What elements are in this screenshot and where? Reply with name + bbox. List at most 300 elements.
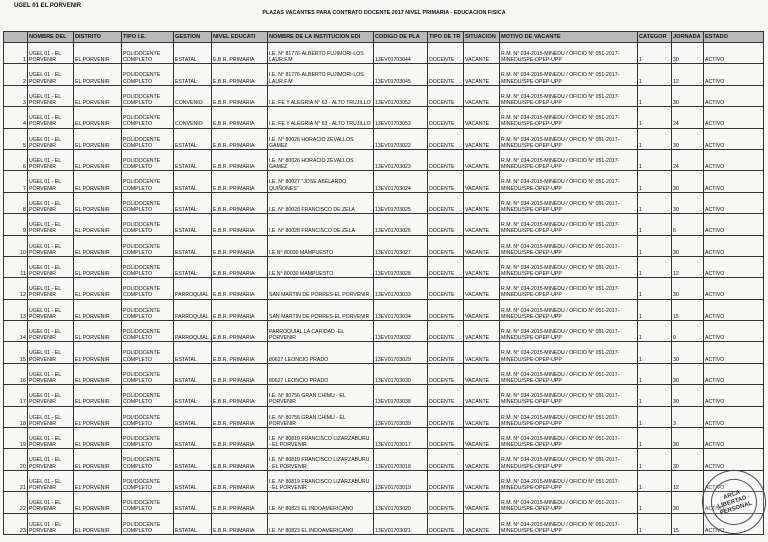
category-cell: 1 [638,299,672,320]
management-cell: ESTATAL [174,43,212,64]
plaza-code-cell: 13EV01703019 [374,470,428,491]
status-cell: ACTIVO [704,299,764,320]
management-cell: ESTATAL [174,428,212,449]
column-header: ESTADO [704,32,764,43]
table-row [4,470,764,491]
ie-type-cell: POLIDOCENTE COMPLETO [122,385,174,406]
table-body [4,43,764,535]
table-row [4,342,764,363]
category-cell: 1 [638,278,672,299]
plaza-code-cell: 13EV01703032 [374,321,428,342]
institution-cell: I.E. N° 80819 FRANCISCO LIZARZABURU - EL PORVENIR [268,449,374,470]
ugel-cell: UGEL 01 - EL PORVENIR [28,128,74,149]
ugel-cell: UGEL 01 - EL PORVENIR [28,214,74,235]
ie-type-cell: POLIDOCENTE COMPLETO [122,321,174,342]
worker-type-cell: DOCENTE [428,406,464,427]
ugel-cell: UGEL 01 - EL PORVENIR [28,363,74,384]
column-header [4,32,28,43]
level-cell: E.B.R. PRIMARIA [212,492,268,513]
reason-cell: R.M. N° 034-2015-MINEDU / OFICIO N° 051-2017-MINEDU/SPE-OPEP-UPP [500,192,638,213]
table-row [4,406,764,427]
institution-cell: 80627 LEONCIO PRADO [268,342,374,363]
ie-type-cell: POLIDOCENTE COMPLETO [122,85,174,106]
management-cell: ESTATAL [174,256,212,277]
plaza-code-cell: 13EV01703020 [374,492,428,513]
institution-cell: SAN MARTIN DE PORRES-EL PORVENIR [268,299,374,320]
ie-type-cell: POLIDOCENTE COMPLETO [122,64,174,85]
worker-type-cell: DOCENTE [428,43,464,64]
category-cell: 1 [638,428,672,449]
plaza-code-cell: 13EV01703017 [374,428,428,449]
plaza-code-cell: 13EV01703023 [374,149,428,170]
district-cell: EL PORVENIR [74,107,122,128]
institution-cell: I.E. N° 80027 "JOSE ABELARDO QUIÑONES" [268,171,374,192]
ugel-cell: UGEL 01 - EL PORVENIR [28,513,74,534]
table-row [4,449,764,470]
institution-cell: PARROQUIAL LA CARIDAD -EL PORVENIR [268,321,374,342]
worker-type-cell: DOCENTE [428,513,464,534]
management-cell: ESTATAL [174,470,212,491]
status-cell: ACTIVO [704,214,764,235]
worker-type-cell: DOCENTE [428,256,464,277]
institution-cell: I.E N° 80030 MAMPUESTO [268,235,374,256]
row-number: 9 [4,214,28,235]
management-cell: ESTATAL [174,128,212,149]
level-cell: E.B.R. PRIMARIA [212,406,268,427]
column-header: NIVEL EDUCATI [212,32,268,43]
worker-type-cell: DOCENTE [428,149,464,170]
district-cell: EL PORVENIR [74,299,122,320]
situation-cell: VACANTE [464,449,500,470]
ugel-cell: UGEL 01 - EL PORVENIR [28,406,74,427]
row-number: 17 [4,385,28,406]
reason-cell: R.M. N° 034-2015-MINEDU / OFICIO N° 051-2017-MINEDU/SPE-OPEP-UPP [500,385,638,406]
category-cell: 1 [638,342,672,363]
hours-cell: 24 [672,107,704,128]
hours-cell: 30 [672,85,704,106]
row-number: 11 [4,256,28,277]
situation-cell: VACANTE [464,342,500,363]
ugel-cell: UGEL 01 - EL PORVENIR [28,64,74,85]
row-number: 18 [4,406,28,427]
table-row [4,128,764,149]
reason-cell: R.M. N° 034-2015-MINEDU / OFICIO N° 051-2017-MINEDU/SPE-OPEP-UPP [500,449,638,470]
ugel-cell: UGEL 01 - EL PORVENIR [28,256,74,277]
row-number: 4 [4,107,28,128]
table-row [4,299,764,320]
management-cell: ESTATAL [174,64,212,85]
institution-cell: 80627 LEONCIO PRADO [268,363,374,384]
plaza-code-cell: 13EV01703029 [374,342,428,363]
reason-cell: R.M. N° 034-2015-MINEDU / OFICIO N° 051-2017-MINEDU/SPE-OPEP-UPP [500,299,638,320]
situation-cell: VACANTE [464,278,500,299]
category-cell: 1 [638,214,672,235]
category-cell: 1 [638,492,672,513]
situation-cell: VACANTE [464,492,500,513]
district-cell: EL PORVENIR [74,64,122,85]
situation-cell: VACANTE [464,299,500,320]
worker-type-cell: DOCENTE [428,449,464,470]
category-cell: 1 [638,513,672,534]
ie-type-cell: POLIDOCENTE COMPLETO [122,342,174,363]
status-cell: ACTIVO [704,342,764,363]
status-cell: ACTIVO [704,428,764,449]
row-number: 10 [4,235,28,256]
plaza-code-cell: 13EV01703025 [374,192,428,213]
category-cell: 1 [638,149,672,170]
management-cell: ESTATAL [174,492,212,513]
column-header: CATEGOR [638,32,672,43]
row-number: 2 [4,64,28,85]
reason-cell: R.M. N° 034-2015-MINEDU / OFICIO N° 051-2017-MINEDU/SPE-OPEP-UPP [500,492,638,513]
table-row [4,43,764,64]
ie-type-cell: POLIDOCENTE COMPLETO [122,149,174,170]
row-number: 22 [4,492,28,513]
management-cell: ESTATAL [174,363,212,384]
category-cell: 1 [638,64,672,85]
category-cell: 1 [638,256,672,277]
column-header: NOMBRE DEL [28,32,74,43]
category-cell: 1 [638,363,672,384]
category-cell: 1 [638,107,672,128]
district-cell: EL PORVENIR [74,492,122,513]
institution-cell: I.E. N° 80819 FRANCISCO LIZARZABURU - EL PORVENIR [268,470,374,491]
situation-cell: VACANTE [464,385,500,406]
institution-cell: I.E. N° 80756 GRAN CHIMU - EL PORVENIR [268,385,374,406]
ugel-cell: UGEL 01 - EL PORVENIR [28,171,74,192]
category-cell: 1 [638,385,672,406]
table-row [4,171,764,192]
institution-cell: SAN MARTIN DE PORRES-EL PORVENIR [268,278,374,299]
level-cell: E.B.R. PRIMARIA [212,321,268,342]
ie-type-cell: POLIDOCENTE COMPLETO [122,43,174,64]
category-cell: 1 [638,406,672,427]
worker-type-cell: DOCENTE [428,235,464,256]
district-cell: EL PORVENIR [74,235,122,256]
column-header: TIPO I.E. [122,32,174,43]
hours-cell: 30 [672,43,704,64]
district-cell: EL PORVENIR [74,342,122,363]
ugel-cell: UGEL 01 - EL PORVENIR [28,43,74,64]
plaza-code-cell: 13EV01703022 [374,128,428,149]
ie-type-cell: POLIDOCENTE COMPLETO [122,428,174,449]
level-cell: E.B.R. PRIMARIA [212,470,268,491]
table-row [4,492,764,513]
level-cell: E.B.R. PRIMARIA [212,299,268,320]
level-cell: E.B.R. PRIMARIA [212,363,268,384]
ugel-cell: UGEL 01 - EL PORVENIR [28,492,74,513]
level-cell: E.B.R. PRIMARIA [212,513,268,534]
column-header: NOMBRE DE LA INSTITUCION EDI [268,32,374,43]
worker-type-cell: DOCENTE [428,470,464,491]
level-cell: E.B.R. PRIMARIA [212,192,268,213]
row-number: 14 [4,321,28,342]
district-cell: EL PORVENIR [74,278,122,299]
row-number: 3 [4,85,28,106]
ugel-cell: UGEL 01 - EL PORVENIR [28,299,74,320]
situation-cell: VACANTE [464,43,500,64]
table-row [4,192,764,213]
level-cell: E.B.R. PRIMARIA [212,256,268,277]
plaza-code-cell: 13EV01703038 [374,385,428,406]
table-row [4,256,764,277]
reason-cell: R.M. N° 034-2015-MINEDU / OFICIO N° 051-2017-MINEDU/SPE-OPEP-UPP [500,256,638,277]
management-cell: ESTATAL [174,214,212,235]
column-header: SITUACION [464,32,500,43]
ugel-label: UGEL 01 EL PORVENIR [14,3,82,9]
ie-type-cell: POLIDOCENTE COMPLETO [122,256,174,277]
management-cell: ESTATAL [174,406,212,427]
status-cell: ACTIVO [704,192,764,213]
situation-cell: VACANTE [464,428,500,449]
district-cell: EL PORVENIR [74,513,122,534]
plaza-code-cell: 13EV01703045 [374,64,428,85]
management-cell: ESTATAL [174,385,212,406]
ugel-cell: UGEL 01 - EL PORVENIR [28,428,74,449]
worker-type-cell: DOCENTE [428,107,464,128]
row-number: 23 [4,513,28,534]
status-cell: ACTIVO [704,406,764,427]
ie-type-cell: POLIDOCENTE COMPLETO [122,363,174,384]
ugel-cell: UGEL 01 - EL PORVENIR [28,449,74,470]
situation-cell: VACANTE [464,107,500,128]
management-cell: CONVENIO [174,85,212,106]
ie-type-cell: POLIDOCENTE COMPLETO [122,128,174,149]
hours-cell: 30 [672,171,704,192]
management-cell: ESTATAL [174,192,212,213]
hours-cell: 30 [672,385,704,406]
management-cell: ESTATAL [174,171,212,192]
ugel-cell: UGEL 01 - EL PORVENIR [28,149,74,170]
row-number: 16 [4,363,28,384]
level-cell: E.B.R. PRIMARIA [212,85,268,106]
hours-cell: 12 [672,256,704,277]
worker-type-cell: DOCENTE [428,428,464,449]
status-cell: ACTIVO [704,492,764,513]
situation-cell: VACANTE [464,406,500,427]
institution-cell: I.E. N° 80819 FRANCISCO LIZARZABURU - EL PORVENIR [268,428,374,449]
level-cell: E.B.R. PRIMARIA [212,449,268,470]
status-cell: ACTIVO [704,128,764,149]
management-cell: ESTATAL [174,235,212,256]
worker-type-cell: DOCENTE [428,278,464,299]
plaza-code-cell: 13EV01703033 [374,278,428,299]
situation-cell: VACANTE [464,513,500,534]
reason-cell: R.M. N° 034-2015-MINEDU / OFICIO N° 051-2017-MINEDU/SPE-OPEP-UPP [500,64,638,85]
category-cell: 1 [638,470,672,491]
worker-type-cell: DOCENTE [428,214,464,235]
district-cell: EL PORVENIR [74,449,122,470]
ugel-cell: UGEL 01 - EL PORVENIR [28,321,74,342]
institution-cell: I.E. N° 81776-ALBERTO FUJIMORI-LOS LAUR.F.M [268,64,374,85]
plaza-code-cell: 13EV01703028 [374,256,428,277]
status-cell: ACTIVO [704,449,764,470]
level-cell: E.B.R. PRIMARIA [212,128,268,149]
worker-type-cell: DOCENTE [428,192,464,213]
plaza-code-cell: 13EV01703039 [374,406,428,427]
reason-cell: R.M. N° 034-2015-MINEDU / OFICIO N° 051-2017-MINEDU/SPE-OPEP-UPP [500,149,638,170]
category-cell: 1 [638,43,672,64]
table-row [4,107,764,128]
row-number: 21 [4,470,28,491]
reason-cell: R.M. N° 034-2015-MINEDU / OFICIO N° 051-2017-MINEDU/SPE-OPEP-UPP [500,470,638,491]
row-number: 5 [4,128,28,149]
table-row [4,363,764,384]
hours-cell: 30 [672,492,704,513]
district-cell: EL PORVENIR [74,43,122,64]
status-cell: ACTIVO [704,235,764,256]
table-row [4,278,764,299]
ie-type-cell: POLIDOCENTE COMPLETO [122,214,174,235]
vacancies-table [3,31,764,535]
table-header-row [4,32,764,43]
column-header: GESTION [174,32,212,43]
institution-cell: I.E. N° 80026 HORACIO ZEVALLOS GAMEZ [268,128,374,149]
plaza-code-cell: 13EV01703044 [374,43,428,64]
plaza-code-cell: 13EV01703030 [374,363,428,384]
status-cell: ACTIVO [704,64,764,85]
ie-type-cell: POLIDOCENTE COMPLETO [122,470,174,491]
district-cell: EL PORVENIR [74,406,122,427]
status-cell: ACTIVO [704,171,764,192]
level-cell: E.B.R. PRIMARIA [212,278,268,299]
hours-cell: 30 [672,363,704,384]
status-cell: ACTIVO [704,256,764,277]
level-cell: E.B.R. PRIMARIA [212,107,268,128]
district-cell: EL PORVENIR [74,171,122,192]
institution-cell: I.E. N° 80823 EL INDOAMERICANO [268,492,374,513]
level-cell: E.B.R. PRIMARIA [212,428,268,449]
situation-cell: VACANTE [464,171,500,192]
plaza-code-cell: 13EV01703026 [374,214,428,235]
status-cell: ACTIVO [704,107,764,128]
stamp-text: ARCA LIBERTAD · PERSONAL [705,473,763,531]
plaza-code-cell: 13EV01703021 [374,513,428,534]
ugel-cell: UGEL 01 - EL PORVENIR [28,85,74,106]
status-cell: ACTIVO [704,363,764,384]
column-header: MOTIVO DE VACANTE [500,32,638,43]
level-cell: E.B.R. PRIMARIA [212,171,268,192]
reason-cell: R.M. N° 034-2015-MINEDU / OFICIO N° 051-2017-MINEDU/SPE-OPEP-UPP [500,406,638,427]
status-cell: ACTIVO [704,513,764,534]
hours-cell: 30 [672,449,704,470]
hours-cell: 30 [672,235,704,256]
ie-type-cell: POLIDOCENTE COMPLETO [122,235,174,256]
institution-cell: I.E N° 80030 MAMPUESTO [268,256,374,277]
table-row [4,428,764,449]
row-number: 7 [4,171,28,192]
management-cell: ESTATAL [174,513,212,534]
situation-cell: VACANTE [464,321,500,342]
district-cell: EL PORVENIR [74,363,122,384]
situation-cell: VACANTE [464,149,500,170]
management-cell: CONVENIO [174,107,212,128]
hours-cell: 30 [672,278,704,299]
hours-cell: 12 [672,470,704,491]
management-cell: PARROQUIAL [174,321,212,342]
category-cell: 1 [638,85,672,106]
hours-cell: 24 [672,149,704,170]
hours-cell: 30 [672,128,704,149]
reason-cell: R.M. N° 034-2015-MINEDU / OFICIO N° 051-2017-MINEDU/SPE-OPEP-UPP [500,428,638,449]
table-row [4,235,764,256]
district-cell: EL PORVENIR [74,470,122,491]
level-cell: E.B.R. PRIMARIA [212,64,268,85]
row-number: 19 [4,428,28,449]
management-cell: PARROQUIAL [174,299,212,320]
worker-type-cell: DOCENTE [428,385,464,406]
worker-type-cell: DOCENTE [428,171,464,192]
district-cell: EL PORVENIR [74,192,122,213]
district-cell: EL PORVENIR [74,149,122,170]
reason-cell: R.M. N° 034-2015-MINEDU / OFICIO N° 051-2017-MINEDU/SPE-OPEP-UPP [500,128,638,149]
level-cell: E.B.R. PRIMARIA [212,43,268,64]
status-cell: ACTIVO [704,149,764,170]
plaza-code-cell: 13EV01703018 [374,449,428,470]
level-cell: E.B.R. PRIMARIA [212,342,268,363]
situation-cell: VACANTE [464,192,500,213]
reason-cell: R.M. N° 034-2015-MINEDU / OFICIO N° 051-2017-MINEDU/SPE-OPEP-UPP [500,342,638,363]
table-row [4,513,764,534]
ie-type-cell: POLIDOCENTE COMPLETO [122,107,174,128]
column-header: DISTRITO [74,32,122,43]
category-cell: 1 [638,171,672,192]
level-cell: E.B.R. PRIMARIA [212,149,268,170]
ie-type-cell: POLIDOCENTE COMPLETO [122,192,174,213]
district-cell: EL PORVENIR [74,428,122,449]
row-number: 6 [4,149,28,170]
situation-cell: VACANTE [464,363,500,384]
management-cell: PARROQUIAL [174,278,212,299]
category-cell: 1 [638,128,672,149]
ie-type-cell: POLIDOCENTE COMPLETO [122,171,174,192]
management-cell: ESTATAL [174,342,212,363]
reason-cell: R.M. N° 034-2015-MINEDU / OFICIO N° 051-2017-MINEDU/SPE-OPEP-UPP [500,107,638,128]
district-cell: EL PORVENIR [74,85,122,106]
hours-cell: 9 [672,321,704,342]
table-row [4,85,764,106]
status-cell: ACTIVO [704,385,764,406]
table-row [4,149,764,170]
hours-cell: 15 [672,299,704,320]
reason-cell: R.M. N° 034-2015-MINEDU / OFICIO N° 051-2017-MINEDU/SPE-OPEP-UPP [500,363,638,384]
category-cell: 1 [638,321,672,342]
worker-type-cell: DOCENTE [428,492,464,513]
hours-cell: 30 [672,428,704,449]
worker-type-cell: DOCENTE [428,64,464,85]
hours-cell: 6 [672,214,704,235]
worker-type-cell: DOCENTE [428,342,464,363]
reason-cell: R.M. N° 034-2015-MINEDU / OFICIO N° 051-2017-MINEDU/SPE-OPEP-UPP [500,513,638,534]
institution-cell: I.E. FE Y ALEGRIA N° 63 - ALTO TRUJILLO [268,107,374,128]
situation-cell: VACANTE [464,85,500,106]
institution-cell: I.E. N° 80756 GRAN CHIMU - EL PORVENIR [268,406,374,427]
hours-cell: 12 [672,64,704,85]
reason-cell: R.M. N° 034-2015-MINEDU / OFICIO N° 051-2017-MINEDU/SPE-OPEP-UPP [500,43,638,64]
status-cell: ACTIVO [704,43,764,64]
situation-cell: VACANTE [464,64,500,85]
situation-cell: VACANTE [464,128,500,149]
row-number: 13 [4,299,28,320]
district-cell: EL PORVENIR [74,385,122,406]
status-cell: ACTIVO [704,321,764,342]
institution-cell: I.E. N° 80028 FRANCISCO DE ZELA [268,192,374,213]
ugel-cell: UGEL 01 - EL PORVENIR [28,192,74,213]
plaza-code-cell: 13EV01703024 [374,171,428,192]
level-cell: E.B.R. PRIMARIA [212,385,268,406]
row-number: 12 [4,278,28,299]
reason-cell: R.M. N° 034-2015-MINEDU / OFICIO N° 051-2017-MINEDU/SPE-OPEP-UPP [500,214,638,235]
